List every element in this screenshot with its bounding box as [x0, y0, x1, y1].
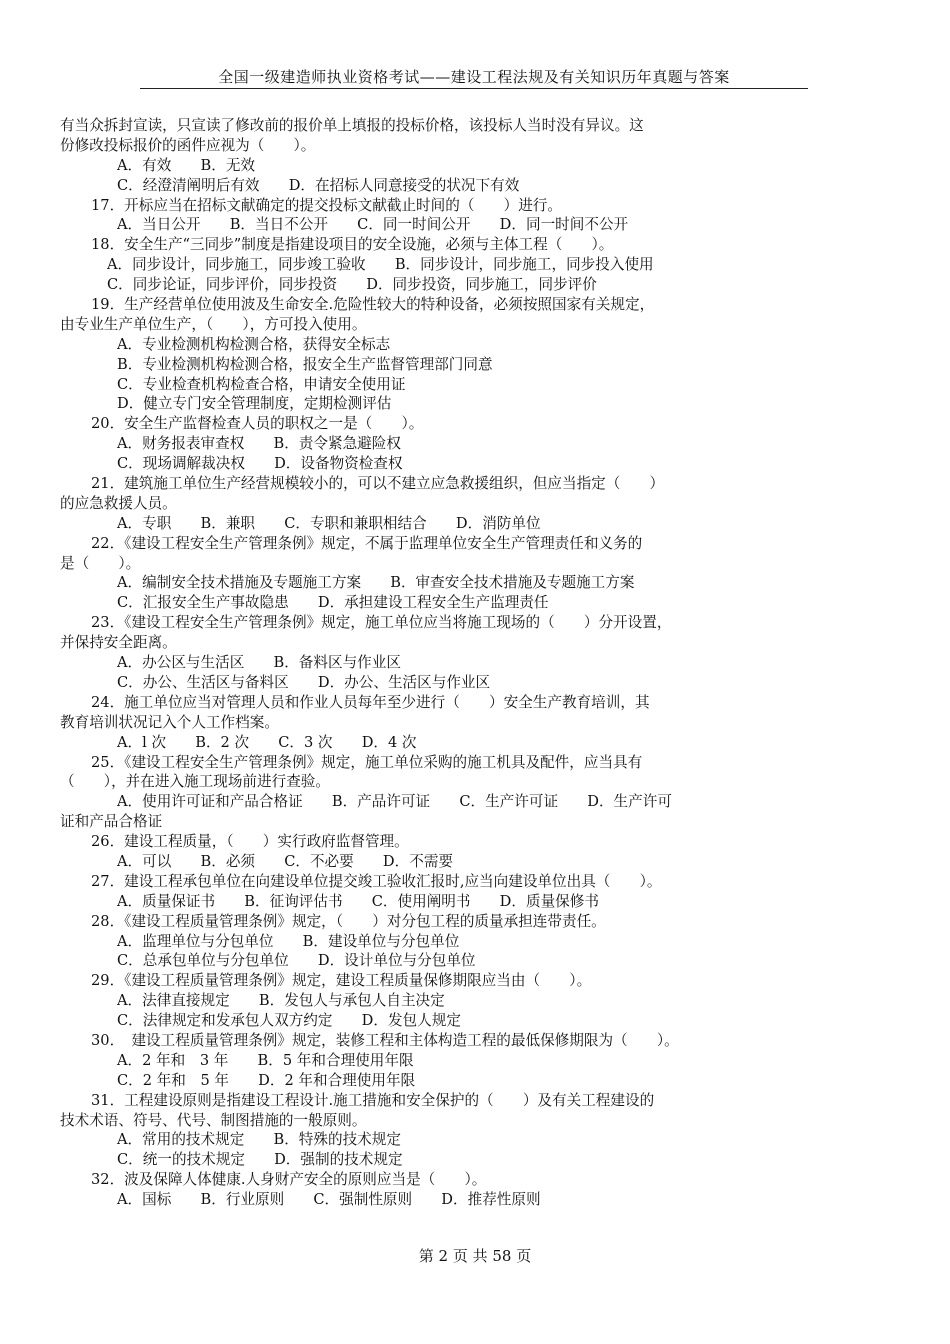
option-line: C．总承包单位与分包单位 D．设计单位与分包单位 — [117, 952, 476, 970]
option-line: A．法律直接规定 B．发包人与承包人自主决定 — [117, 992, 445, 1010]
option-line: C．2 年和 5 年 D．2 年和合理使用年限 — [117, 1071, 416, 1089]
text-line: 教育培训状况记入个人工作档案。 — [60, 713, 279, 731]
question-line: 22．《建设工程安全生产管理条例》规定，不属于监理单位安全生产管理责任和义务的 — [91, 534, 643, 552]
question-line: 30． 建设工程质量管理条例》规定，装修工程和主体构造工程的最低保修期限为（ ）。 — [91, 1031, 679, 1049]
option-line: A．同步设计，同步施工，同步竣工验收 B．同步设计，同步施工，同步投入使用 — [107, 256, 654, 274]
page-footer: 第 2 页 共 58 页 — [418, 1247, 532, 1265]
option-line: D．健立专门安全管理制度，定期检测评估 — [117, 395, 392, 413]
option-line: A．l 次 B．2 次 C．3 次 D．4 次 — [117, 733, 417, 751]
text-line: 证和产品合格证 — [60, 813, 163, 831]
option-line: B．专业检测机构检测合格，报安全生产监督管理部门同意 — [117, 355, 493, 373]
text-line: 并保持安全距离。 — [60, 634, 177, 652]
option-line: A．专业检测机构检测合格，获得安全标志 — [117, 335, 391, 353]
option-line: A．专职 B．兼职 C．专职和兼职相结合 D．消防单位 — [117, 514, 541, 532]
text-line: 有当众拆封宣读，只宣读了修改前的报价单上填报的投标价格，该投标人当时没有异议。这 — [60, 117, 644, 134]
option-line: A．质量保证书 B．征询评估书 C．使用阐明书 D．质量保修书 — [117, 892, 599, 910]
option-line: C．经澄清阐明后有效 D．在招标人同意接受的状况下有效 — [117, 176, 520, 194]
option-line: C．办公、生活区与备料区 D．办公、生活区与作业区 — [117, 673, 491, 691]
text-line: 由专业生产单位生产，（ ），方可投入使用。 — [60, 315, 367, 333]
option-line: A．使用许可证和产品合格证 B．产品许可证 C．生产许可证 D．生产许可 — [117, 793, 672, 811]
option-line: C．同步论证，同步评价，同步投资 D．同步投资，同步施工，同步评价 — [107, 276, 597, 294]
question-line: 26．建设工程质量，（ ）实行政府监督管理。 — [91, 833, 409, 851]
option-line: A．编制安全技术措施及专题施工方案 B．审查安全技术措施及专题施工方案 — [117, 574, 635, 592]
page-header: 全国一级建造师执业资格考试——建设工程法规及有关知识历年真题与答案 — [140, 66, 808, 89]
option-line: A．当日公开 B．当日不公开 C．同一时间公开 D．同一时间不公开 — [117, 216, 629, 234]
option-line: A．财务报表审查权 B．责令紧急避险权 — [117, 435, 401, 453]
option-line: A．常用的技术规定 B．特殊的技术规定 — [117, 1131, 401, 1149]
question-line: 23．《建设工程安全生产管理条例》规定，施工单位应当将施工现场的（ ）分开设置， — [91, 614, 672, 632]
option-line: A．监理单位与分包单位 B．建设单位与分包单位 — [117, 932, 460, 950]
option-line: A．国标 B．行业原则 C．强制性原则 D．推荐性原则 — [117, 1191, 541, 1209]
option-line: C．汇报安全生产事故隐患 D．承担建设工程安全生产监理责任 — [117, 594, 549, 612]
option-line: A．有效 B．无效 — [117, 156, 256, 174]
question-line: 18．安全生产“三同步”制度是指建设项目的安全设施，必须与主体工程（ ）。 — [91, 236, 614, 254]
text-line: 是（ ）。 — [60, 554, 141, 572]
option-line: A．2 年和 3 年 B．5 年和合理使用年限 — [117, 1051, 414, 1069]
question-line: 32．波及保障人体健康.人身财产安全的原则应当是（ ）。 — [91, 1171, 487, 1189]
option-line: C．专业检查机构检查合格，申请安全使用证 — [117, 375, 406, 393]
option-line: A．可以 B．必须 C．不必要 D．不需要 — [117, 852, 454, 870]
question-line: 27．建设工程承包单位在向建设单位提交竣工验收汇报时,应当向建设单位出具（ ）。 — [91, 872, 662, 890]
text-line: （ ），并在进入施工现场前进行查验。 — [60, 773, 330, 791]
question-line: 24．施工单位应当对管理人员和作业人员每年至少进行（ ）安全生产教育培训，其 — [91, 693, 650, 711]
question-line: 31．工程建设原则是指建设工程设计.施工措施和安全保护的（ ）及有关工程建设的 — [91, 1091, 655, 1109]
question-line: 25．《建设工程安全生产管理条例》规定，施工单位采购的施工机具及配件，应当具有 — [91, 753, 643, 771]
option-line: C．统一的技术规定 D．强制的技术规定 — [117, 1151, 403, 1169]
text-line: 的应急救援人员。 — [60, 494, 177, 512]
question-line: 20．安全生产监督检查人员的职权之一是（ ）。 — [91, 415, 424, 433]
option-line: C．法律规定和发承包人双方约定 D．发包人规定 — [117, 1012, 461, 1030]
question-line: 29．《建设工程质量管理条例》规定，建设工程质量保修期限应当由（ ）。 — [91, 972, 592, 990]
question-line: 28．《建设工程质量管理条例》规定，（ ）对分包工程的质量承担连带责任。 — [91, 912, 606, 930]
document-body — [60, 116, 780, 1210]
question-line: 21．建筑施工单位生产经营规模较小的，可以不建立应急救援组织，但应当指定（ ） — [91, 475, 665, 493]
question-line: 17．开标应当在招标文献确定的提交投标文献截止时间的（ ）进行。 — [91, 196, 562, 214]
text-line: 份修改投标报价的函件应视为（ ）。 — [60, 136, 316, 154]
option-line: A．办公区与生活区 B．备料区与作业区 — [117, 654, 401, 672]
option-line: C．现场调解裁决权 D．设备物资检查权 — [117, 455, 403, 473]
question-line: 19．生产经营单位使用波及生命安全.危险性较大的特种设备，必须按照国家有关规定， — [91, 296, 655, 314]
text-line: 技术术语、符号、代号、制图措施的一般原则。 — [60, 1111, 367, 1129]
